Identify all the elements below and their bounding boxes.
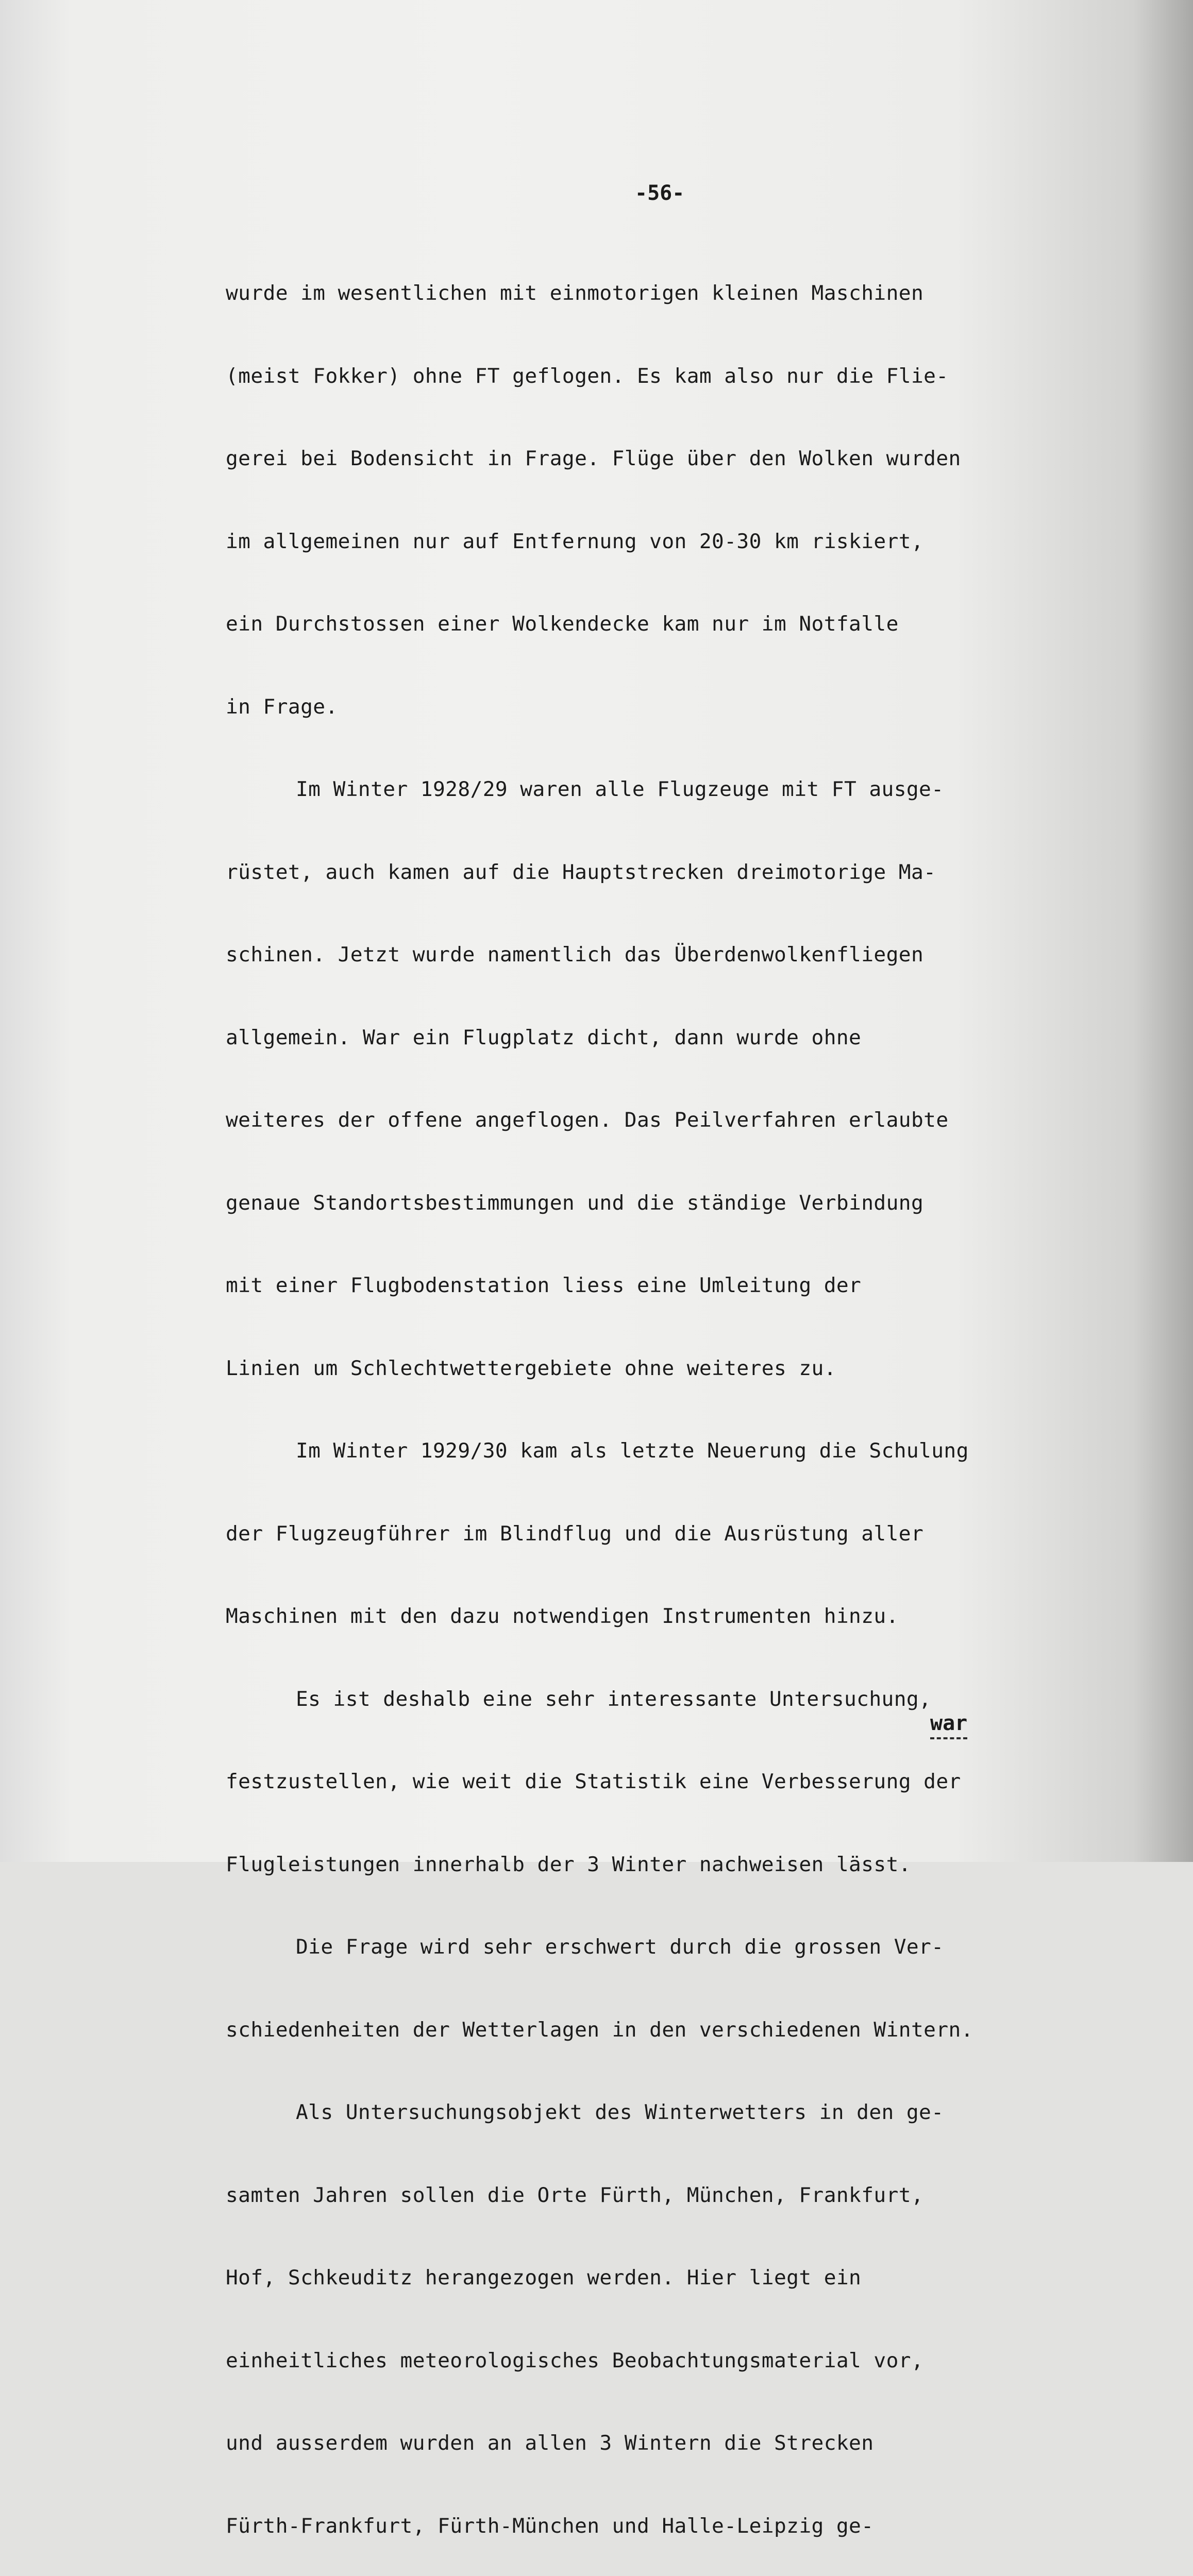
text-line: gerei bei Bodensicht in Frage. Flüge über den Wolken wurden bbox=[226, 447, 961, 470]
text-line: allgemein. War ein Flugplatz dicht, dann wurde ohne bbox=[226, 1025, 862, 1049]
text-line: Die Frage wird sehr erschwert durch die grossen Ver- bbox=[296, 1935, 944, 1959]
text-line: Linien um Schlechtwettergebiete ohne weiteres zu. bbox=[226, 1356, 836, 1380]
document-body bbox=[226, 225, 1071, 2576]
continuation-word: war bbox=[930, 1709, 967, 1739]
text-line: Es ist deshalb eine sehr interessante Untersuchung, bbox=[296, 1687, 932, 1711]
text-line: (meist Fokker) ohne FT geflogen. Es kam also nur die Flie- bbox=[226, 364, 949, 388]
text-line: samten Jahren sollen die Orte Fürth, München, Frankfurt, bbox=[226, 2183, 924, 2207]
text-line: genaue Standortsbestimmungen und die ständige Verbindung bbox=[226, 1191, 924, 1215]
text-line: im allgemeinen nur auf Entfernung von 20-30 km riskiert, bbox=[226, 529, 924, 553]
text-line: Im Winter 1928/29 waren alle Flugzeuge mit FT ausge- bbox=[296, 777, 944, 801]
text-line: wurde im wesentlichen mit einmotorigen kleinen Maschinen bbox=[226, 281, 924, 305]
text-line: ein Durchstossen einer Wolkendecke kam nur im Notfalle bbox=[226, 612, 899, 636]
text-line: schiedenheiten der Wetterlagen in den verschiedenen Wintern. bbox=[226, 2018, 973, 2042]
text-line: rüstet, auch kamen auf die Hauptstrecken dreimotorige Ma- bbox=[226, 860, 936, 884]
text-line: der Flugzeugführer im Blindflug und die Ausrüstung aller bbox=[226, 1521, 924, 1546]
page-number: -56- bbox=[635, 181, 685, 205]
text-line: schinen. Jetzt wurde namentlich das Überdenwolkenfliegen bbox=[226, 943, 924, 967]
text-line: einheitliches meteorologisches Beobachtungsmaterial vor, bbox=[226, 2348, 924, 2372]
text-line: Flugleistungen innerhalb der 3 Winter nachweisen lässt. bbox=[226, 1852, 911, 1876]
text-line: Fürth-Frankfurt, Fürth-München und Halle-Leipzig ge- bbox=[226, 2514, 874, 2538]
text-line: weiteres der offene angeflogen. Das Peilverfahren erlaubte bbox=[226, 1108, 949, 1132]
text-line: mit einer Flugbodenstation liess eine Umleitung der bbox=[226, 1274, 862, 1297]
text-line: Als Untersuchungsobjekt des Winterwetters in den ge- bbox=[296, 2100, 944, 2124]
text-line: Maschinen mit den dazu notwendigen Instrumenten hinzu. bbox=[226, 1604, 899, 1628]
text-line: festzustellen, wie weit die Statistik eine Verbesserung der bbox=[226, 1770, 961, 1793]
text-line: Im Winter 1929/30 kam als letzte Neuerung die Schulung bbox=[296, 1439, 969, 1463]
text-line: Hof, Schkeuditz herangezogen werden. Hier liegt ein bbox=[226, 2266, 862, 2290]
text-line: in Frage. bbox=[226, 694, 338, 719]
text-line: und ausserdem wurden an allen 3 Wintern die Strecken bbox=[226, 2431, 874, 2455]
